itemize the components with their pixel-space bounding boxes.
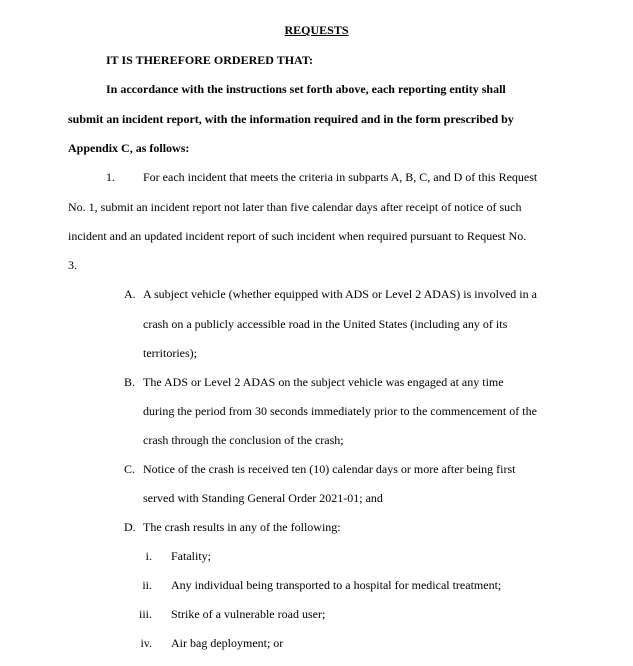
subpart-label-d: D. <box>124 520 136 534</box>
outcome-label-i: i. <box>145 549 152 563</box>
section-heading: REQUESTS <box>284 23 349 37</box>
subpart-c-line-2: served with Standing General Order 2021-01; and <box>143 491 383 505</box>
subpart-a-line-2: crash on a publicly accessible road in the United States (including any of its <box>143 317 508 331</box>
subpart-a-line-3: territories); <box>143 346 197 360</box>
request-line-1: For each incident that meets the criteria in subparts A, B, C, and D of this Request <box>143 170 538 184</box>
order-intro: IT IS THEREFORE ORDERED THAT: <box>106 53 313 67</box>
subpart-a-line-1: A subject vehicle (whether equipped with ADS or Level 2 ADAS) is involved in a <box>143 287 537 301</box>
outcome-text-ii: Any individual being transported to a hospital for medical treatment; <box>171 578 502 592</box>
outcome-label-iv: iv. <box>140 636 152 650</box>
outcome-text-iv: Air bag deployment; or <box>171 636 284 650</box>
preamble-line-1: In accordance with the instructions set forth above, each reporting entity shall <box>106 82 506 96</box>
subpart-label-b: B. <box>124 375 136 389</box>
subpart-d-line-1: The crash results in any of the following: <box>143 520 341 534</box>
subpart-c-line-1: Notice of the crash is received ten (10) calendar days or more after being first <box>143 462 516 476</box>
preamble-line-3: Appendix C, as follows: <box>68 141 190 155</box>
outcome-label-iii: iii. <box>138 607 152 621</box>
preamble-line-2: submit an incident report, with the information required and in the form prescribed by <box>68 112 514 126</box>
subpart-label-a: A. <box>124 287 136 301</box>
subpart-b-line-1: The ADS or Level 2 ADAS on the subject vehicle was engaged at any time <box>143 375 504 389</box>
outcome-text-iii: Strike of a vulnerable road user; <box>171 607 326 621</box>
outcome-text-i: Fatality; <box>171 549 211 563</box>
subpart-b-line-2: during the period from 30 seconds immediately prior to the commencement of the <box>143 404 537 418</box>
request-line-4: 3. <box>68 258 77 272</box>
subpart-label-c: C. <box>124 462 136 476</box>
request-line-2: No. 1, submit an incident report not later than five calendar days after receipt of notice of such <box>68 200 522 214</box>
outcome-label-ii: ii. <box>142 578 152 592</box>
subpart-b-line-3: crash through the conclusion of the crash; <box>143 433 344 447</box>
request-number: 1. <box>106 170 115 184</box>
request-line-3: incident and an updated incident report of such incident when required pursuant to Request No. <box>68 229 527 243</box>
